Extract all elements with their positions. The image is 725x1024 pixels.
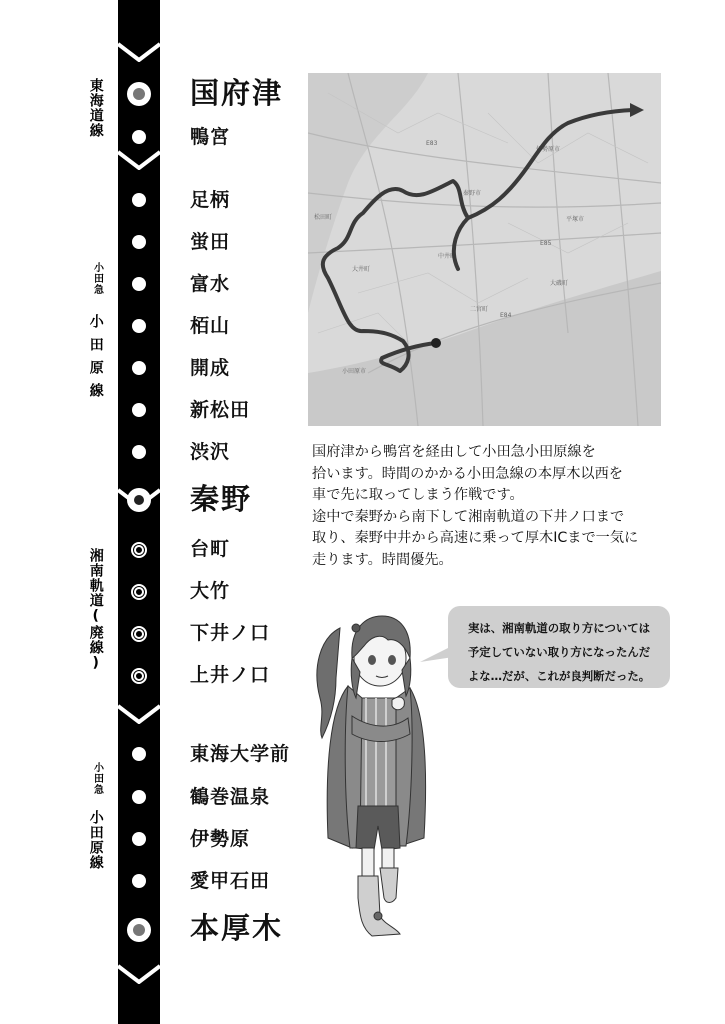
route-arrowhead [630, 103, 644, 117]
station-name: 鶴巻温泉 [190, 786, 271, 808]
station-marker [132, 361, 146, 375]
map-label: 大磯町 [550, 280, 569, 287]
map-label: E84 [500, 312, 512, 319]
station-marker-transfer [127, 488, 151, 512]
station-name: 台町 [190, 538, 231, 560]
section-chevron [118, 40, 160, 62]
station-name-hadano: 秦野 [190, 482, 253, 516]
route-description: 国府津から鴨宮を経由して小田急小田原線を 拾います。時間のかかる小田急線の本厚木以西を 車で先に取ってしまう作戦です。 途中で秦野から南下して湘南軌道の下井ノ口まで 取り、秦野中井から高速に乗って厚木ICまで一気に 走ります。時間優先。 [312, 444, 639, 568]
station-name: 東海大学前 [190, 743, 291, 765]
station-name-kozu: 国府津 [190, 76, 284, 110]
route-map-drawing [308, 73, 661, 426]
route-map [308, 73, 661, 426]
station-marker [132, 193, 146, 207]
station-name: 鴨宮 [190, 126, 231, 148]
station-marker [132, 874, 146, 888]
station-name: 愛甲石田 [190, 870, 271, 892]
station-name: 栢山 [190, 315, 231, 337]
station-name: 大竹 [190, 580, 231, 602]
line-label-odakyu-small: 小田急 [91, 262, 103, 295]
station-marker [132, 403, 146, 417]
map-label: 秦野市 [463, 190, 482, 197]
station-marker-defunct [131, 626, 147, 642]
station-marker [132, 235, 146, 249]
map-label: 小田原市 [342, 368, 367, 375]
map-label: 平塚市 [566, 216, 585, 223]
station-marker-defunct [131, 584, 147, 600]
map-label: E85 [540, 240, 552, 247]
section-chevron [118, 148, 160, 170]
map-label: 大井町 [352, 266, 371, 273]
map-label: 松田町 [314, 214, 333, 221]
line-label-odawara-2: 小田原線 [87, 810, 104, 870]
station-marker [132, 832, 146, 846]
station-name: 下井ノ口 [190, 622, 271, 644]
speech-bubble: 実は、湘南軌道の取り方については 予定していない取り方になったんだ よな…だが、これが良判断だった。 [448, 606, 670, 688]
station-name: 上井ノ口 [190, 664, 271, 686]
station-marker-terminal [127, 918, 151, 942]
line-label-shonan-kido: 湘南軌道(廃線) [87, 548, 104, 672]
station-marker [132, 319, 146, 333]
section-chevron [118, 962, 160, 984]
map-label: 中井町 [438, 253, 457, 260]
station-marker [132, 747, 146, 761]
line-label-odakyu-small-2: 小田急 [91, 762, 103, 795]
station-name: 蛍田 [190, 231, 231, 253]
station-name: 開成 [190, 357, 231, 379]
station-marker [132, 277, 146, 291]
station-marker [132, 445, 146, 459]
station-name: 伊勢原 [190, 828, 251, 850]
station-marker [132, 790, 146, 804]
start-point-marker [431, 338, 441, 348]
station-name: 新松田 [190, 399, 251, 421]
station-marker-defunct [131, 542, 147, 558]
station-name-honatsugi: 本厚木 [190, 911, 284, 945]
sea-area [308, 271, 661, 426]
station-name: 渋沢 [190, 441, 231, 463]
station-name: 足柄 [190, 189, 231, 211]
map-label: 二宮町 [470, 306, 489, 313]
station-marker-defunct [131, 668, 147, 684]
station-marker-terminal [127, 82, 151, 106]
line-label-tokaido: 東海道線 [87, 78, 104, 138]
station-marker [132, 130, 146, 144]
station-name: 富水 [190, 273, 231, 295]
section-chevron [118, 702, 160, 724]
line-label-odawara: 小田原線 [87, 314, 104, 406]
map-label: 伊勢原市 [536, 146, 561, 153]
map-label: E83 [426, 140, 438, 147]
